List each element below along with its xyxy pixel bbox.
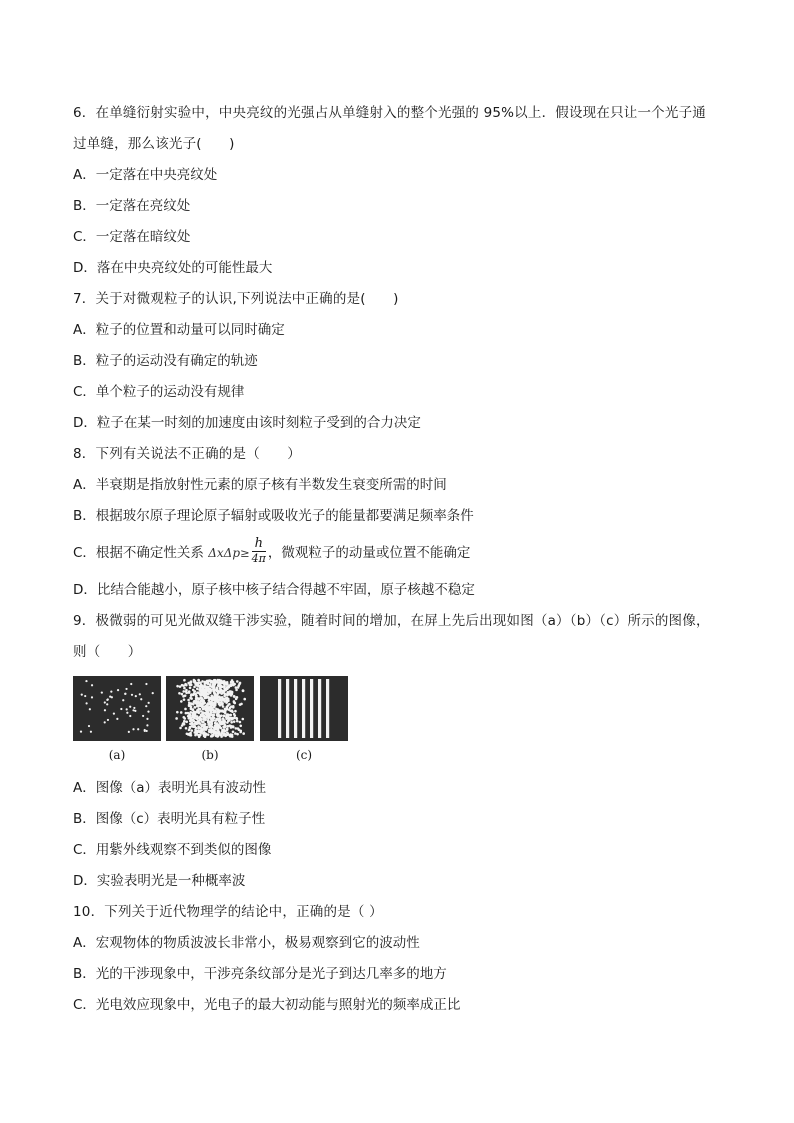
question-6-stem-line-1: 6．在单缝衍射实验中，中央亮纹的光强占从单缝射入的整个光强的 95%以上．假设现在只让一个光子通 (73, 105, 706, 121)
photon-dot (229, 714, 232, 717)
formula-left: ΔxΔp (208, 546, 240, 560)
photon-dot (182, 695, 185, 698)
photon-dot (146, 718, 148, 720)
photon-dot (223, 685, 226, 688)
photon-dot (213, 711, 216, 714)
photon-dot (208, 726, 211, 729)
photon-dot (226, 694, 229, 697)
photon-dot (223, 729, 226, 732)
photon-dot (200, 696, 203, 699)
photon-dot (194, 713, 197, 716)
photon-dot (211, 735, 214, 738)
bright-fringe (294, 679, 297, 738)
photon-dot (226, 697, 229, 700)
photon-dot (224, 726, 227, 729)
photon-dot (222, 717, 225, 720)
photon-dot (202, 715, 205, 718)
photon-dot (125, 688, 127, 690)
photon-dot (232, 705, 235, 708)
question-10-option-b: B．光的干涉现象中，干涉亮条纹部分是光子到达几率多的地方 (73, 966, 447, 982)
photon-dot (180, 700, 183, 703)
photon-dot (181, 724, 184, 727)
uncertainty-formula (208, 546, 249, 560)
photon-dot (131, 694, 133, 696)
photon-dot (214, 727, 217, 730)
photon-dot (239, 731, 242, 734)
photon-dot (185, 712, 188, 715)
photon-dot (231, 679, 234, 682)
photon-dot (202, 711, 205, 714)
photon-dot (216, 688, 219, 691)
photon-dot (188, 701, 191, 704)
photon-dot (220, 703, 223, 706)
photon-dot (144, 730, 146, 732)
photon-dot (232, 730, 235, 733)
photon-dot (180, 711, 183, 714)
photon-dot (85, 680, 87, 682)
photon-dot (202, 702, 205, 705)
photon-dot (179, 685, 182, 688)
photon-dot (189, 687, 192, 690)
photon-dot (176, 685, 179, 688)
photon-dot (188, 691, 191, 694)
photon-dot (106, 703, 108, 705)
bright-fringe (286, 679, 289, 738)
question-9-option-a: A．图像（a）表明光具有波动性 (73, 780, 267, 796)
photon-dot (213, 714, 216, 717)
photon-dot (201, 692, 204, 695)
photon-dot (220, 727, 223, 730)
photon-dot (205, 689, 208, 692)
photon-dot (218, 731, 221, 734)
question-7-option-b: B．粒子的运动没有确定的轨迹 (73, 353, 258, 369)
fraction-numerator: h (252, 537, 266, 552)
photon-dot (199, 681, 202, 684)
panel-a-sparse-dots (73, 676, 161, 741)
option-c-suffix: ，微观粒子的动量或位置不能确定 (267, 545, 471, 561)
photon-dot (183, 698, 186, 701)
photon-dot (182, 690, 185, 693)
photon-dot (209, 721, 212, 724)
panel-b-dense-dots (166, 676, 254, 741)
option-c-prefix: C．根据不确定性关系 (73, 545, 209, 561)
photon-dot (226, 733, 229, 736)
question-7-option-d: D．粒子在某一时刻的加速度由该时刻粒子受到的合力决定 (73, 415, 421, 431)
photon-dot (190, 694, 193, 697)
photon-dot (226, 691, 229, 694)
photon-dot (205, 728, 208, 731)
question-8-option-b: B．根据玻尔原子理论原子辐射或吸收光子的能量都要满足频率条件 (73, 508, 474, 524)
photon-dot (239, 682, 242, 685)
photon-dot (233, 720, 236, 723)
photon-dot (234, 732, 237, 735)
photon-dot (212, 705, 215, 708)
photon-dot (109, 695, 111, 697)
photon-dot (184, 683, 187, 686)
photon-dot (198, 727, 201, 730)
question-10-stem: 10．下列关于近代物理学的结论中，正确的是（ ） (73, 904, 383, 920)
photon-dot (197, 683, 200, 686)
photon-dot (214, 722, 217, 725)
photon-dot (132, 728, 134, 730)
photon-dot (223, 695, 226, 698)
question-9-option-b: B．图像（c）表明光具有粒子性 (73, 811, 266, 827)
photon-dot (91, 696, 93, 698)
photon-dot (226, 700, 229, 703)
photon-dot (132, 709, 134, 711)
photon-dot (237, 684, 240, 687)
photon-dot (226, 681, 229, 684)
bright-fringe (310, 679, 313, 738)
photon-dot (233, 683, 236, 686)
photon-dot (192, 714, 195, 717)
photon-dot (211, 725, 214, 728)
photon-dot (184, 708, 187, 711)
photon-dot (209, 705, 212, 708)
photon-dot (101, 691, 103, 693)
photon-dot (239, 725, 242, 728)
photon-dot (135, 695, 137, 697)
photon-dot (236, 696, 239, 699)
photon-dot (122, 699, 124, 701)
photon-dot (90, 731, 92, 733)
photon-dot (133, 707, 135, 709)
photon-dot (196, 711, 199, 714)
photon-dot (91, 684, 93, 686)
photon-dot (190, 729, 193, 732)
photon-dot (209, 698, 212, 701)
photon-dot (179, 727, 182, 730)
bright-fringe (302, 679, 305, 738)
photon-dot (80, 731, 82, 733)
question-6-option-c: C．一定落在暗纹处 (73, 229, 191, 245)
photon-dot (193, 693, 196, 696)
photon-dot (194, 681, 197, 684)
photon-dot (235, 686, 238, 689)
photon-dot (236, 720, 239, 723)
photon-dot (234, 710, 237, 713)
photon-dot (113, 713, 115, 715)
photon-dot (120, 708, 122, 710)
photon-dot (207, 719, 210, 722)
photon-dot (216, 712, 219, 715)
question-6-option-d: D．落在中央亮纹处的可能性最大 (73, 260, 273, 276)
photon-dot (192, 719, 195, 722)
photon-dot (129, 715, 131, 717)
photon-dot (142, 715, 144, 717)
h-over-4pi-fraction (252, 537, 266, 565)
question-8-option-c (73, 536, 470, 570)
photon-dot (191, 723, 194, 726)
photon-dot (228, 708, 231, 711)
photon-dot (190, 734, 193, 737)
photon-dot (236, 680, 239, 683)
question-9-stem-line-1: 9．极微弱的可见光做双缝干涉实验，随着时间的增加，在屏上先后出现如图（a）（b）（c）所示的图像， (73, 613, 710, 629)
photon-dot (189, 727, 192, 730)
photon-dot (208, 679, 211, 682)
photon-dot (129, 706, 131, 708)
photon-dot (88, 725, 90, 727)
photon-dot (193, 686, 196, 689)
photon-dot (209, 688, 212, 691)
photon-dot (193, 679, 196, 682)
photon-dot (204, 712, 207, 715)
photon-dot (189, 732, 192, 735)
photon-dot (104, 709, 106, 711)
photon-dot (230, 721, 233, 724)
photon-dot (183, 679, 186, 682)
photon-dot (235, 689, 238, 692)
bright-fringe (278, 679, 281, 738)
photon-dot (226, 687, 229, 690)
photon-dot (195, 733, 198, 736)
question-7-option-a: A．粒子的位置和动量可以同时确定 (73, 322, 285, 338)
photon-dot (241, 718, 244, 721)
photon-dot (222, 734, 225, 737)
question-8-stem: 8．下列有关说法不正确的是（ ） (73, 446, 301, 462)
photon-dot (209, 685, 212, 688)
photon-dot (197, 716, 200, 719)
photon-dot (214, 702, 217, 705)
photon-dot (228, 719, 231, 722)
photon-dot (185, 727, 188, 730)
photon-dot (197, 708, 200, 711)
photon-dot (213, 683, 216, 686)
question-8-option-d: D．比结合能越小，原子核中核子结合得越不牢固，原子核越不稳定 (73, 582, 475, 598)
photon-dot (229, 725, 232, 728)
photon-dot (226, 729, 229, 732)
photon-dot (226, 713, 229, 716)
photon-dot (223, 697, 226, 700)
photon-dot (205, 694, 208, 697)
question-8-option-a: A．半衰期是指放射性元素的原子核有半数发生衰变所需的时间 (73, 477, 447, 493)
photon-dot (221, 721, 224, 724)
question-10-option-a: A．宏观物体的物质波波长非常小，极易观察到它的波动性 (73, 935, 420, 951)
photon-dot (194, 706, 197, 709)
geq-symbol: ≥ (240, 546, 250, 560)
photon-dot (202, 708, 205, 711)
photon-dot (176, 711, 179, 714)
photon-dot (134, 710, 136, 712)
photon-dot (213, 686, 216, 689)
photon-dot (126, 708, 128, 710)
photon-dot (85, 702, 87, 704)
photon-dot (206, 708, 209, 711)
photon-dot (197, 679, 200, 682)
photon-dot (220, 710, 223, 713)
photon-dot (104, 701, 106, 703)
panel-c-fringes (260, 676, 348, 741)
photon-dot (233, 695, 236, 698)
photon-dot (218, 696, 221, 699)
photon-dot (81, 694, 83, 696)
photon-dot (213, 690, 216, 693)
photon-dot (139, 693, 141, 695)
photon-dot (195, 721, 198, 724)
photon-dot (194, 729, 197, 732)
photon-dot (190, 706, 193, 709)
photon-dot (89, 708, 91, 710)
photon-dot (203, 724, 206, 727)
photon-dot (228, 734, 231, 737)
photon-dot (220, 689, 223, 692)
photon-dot (104, 721, 106, 723)
photon-dot (208, 690, 211, 693)
photon-dot (239, 703, 242, 706)
question-7-stem: 7．关于对微观粒子的认识,下列说法中正确的是( ) (73, 291, 399, 307)
photon-dot (107, 719, 109, 721)
photon-dot (232, 726, 235, 729)
photon-dot (110, 691, 112, 693)
photon-dot (217, 681, 220, 684)
photon-dot (175, 717, 178, 720)
photon-dot (128, 731, 130, 733)
photon-dot (187, 699, 190, 702)
photon-dot (237, 727, 240, 730)
photon-dot (152, 692, 154, 694)
photon-dot (189, 684, 192, 687)
photon-dot (147, 711, 149, 713)
photon-dot (186, 732, 189, 735)
photon-dot (215, 734, 218, 737)
photon-dot (233, 713, 236, 716)
photon-dot (231, 710, 234, 713)
question-9-option-d: D．实验表明光是一种概率波 (73, 873, 246, 889)
photon-dot (192, 708, 195, 711)
photon-dot (230, 717, 233, 720)
photon-dot (199, 688, 202, 691)
photon-dot (106, 699, 108, 701)
question-7-option-c: C．单个粒子的运动没有规律 (73, 384, 245, 400)
photon-dot (196, 702, 199, 705)
photon-dot (223, 680, 226, 683)
photon-dot (195, 698, 198, 701)
photon-dot (222, 705, 225, 708)
photon-dot (202, 705, 205, 708)
question-10-option-c: C．光电效应现象中，光电子的最大初动能与照射光的频率成正比 (73, 997, 461, 1013)
photon-dot (145, 705, 147, 707)
photon-dot (203, 717, 206, 720)
photon-dot (198, 685, 201, 688)
photon-dot (235, 717, 238, 720)
photon-dot (223, 715, 226, 718)
photon-dot (215, 718, 218, 721)
photon-dot (214, 694, 217, 697)
photon-dot (146, 730, 148, 732)
photon-dot (140, 698, 142, 700)
photon-dot (219, 718, 222, 721)
photon-dot (242, 689, 245, 692)
photon-dot (203, 735, 206, 738)
photon-dot (226, 721, 229, 724)
photon-dot (204, 682, 207, 685)
photon-dot (190, 680, 193, 683)
photon-dot (213, 732, 216, 735)
photon-dot (146, 724, 148, 726)
photon-dot (185, 689, 188, 692)
photon-dot (145, 683, 147, 685)
photon-dot (210, 709, 213, 712)
question-9-stem-line-2: 则（ ） (73, 644, 142, 660)
photon-dot (189, 718, 192, 721)
photon-dot (236, 733, 239, 736)
photon-dot (211, 699, 214, 702)
photon-dot (201, 729, 204, 732)
photon-dot (229, 690, 232, 693)
photon-dot (178, 692, 181, 695)
photon-dot (196, 705, 199, 708)
caption-b: (b) (201, 748, 219, 762)
caption-c: (c) (295, 748, 313, 762)
photon-dot (208, 728, 211, 731)
photon-dot (205, 704, 208, 707)
photon-dot (117, 689, 119, 691)
photon-dot (210, 702, 213, 705)
photon-dot (213, 679, 216, 682)
photon-dot (217, 715, 220, 718)
question-9-option-c: C．用紫外线观察不到类似的图像 (73, 842, 272, 858)
photon-dot (200, 713, 203, 716)
photon-dot (190, 697, 193, 700)
photon-dot (202, 686, 205, 689)
photon-dot (137, 728, 139, 730)
photon-dot (224, 709, 227, 712)
photon-dot (221, 696, 224, 699)
photon-dot (148, 702, 150, 704)
photon-dot (198, 735, 201, 738)
photon-dot (84, 695, 86, 697)
photon-dot (200, 699, 203, 702)
photon-dot (183, 687, 186, 690)
photon-dot (182, 716, 185, 719)
photon-dot (181, 693, 184, 696)
photon-dot (208, 714, 211, 717)
photon-dot (124, 693, 126, 695)
bright-fringe (326, 679, 329, 738)
photon-dot (222, 691, 225, 694)
question-6-option-a: A．一定落在中央亮纹处 (73, 167, 218, 183)
question-6-stem-line-2: 过单缝，那么该光子( ) (73, 136, 235, 152)
fraction-denominator: 4π (251, 552, 266, 565)
photon-dot (185, 721, 188, 724)
bright-fringe (318, 679, 321, 738)
photon-dot (191, 712, 194, 715)
photon-dot (116, 718, 118, 720)
photon-dot (226, 725, 229, 728)
photon-dot (126, 712, 128, 714)
photon-dot (231, 693, 234, 696)
photon-dot (206, 686, 209, 689)
photon-dot (243, 698, 246, 701)
question-6-option-b: B．一定落在亮纹处 (73, 198, 191, 214)
photon-dot (216, 700, 219, 703)
photon-dot (196, 687, 199, 690)
photon-dot (192, 689, 195, 692)
caption-a: (a) (108, 748, 126, 762)
photon-dot (183, 720, 186, 723)
photon-dot (130, 683, 132, 685)
photon-dot (202, 721, 205, 724)
photon-dot (220, 714, 223, 717)
photon-dot (239, 721, 242, 724)
photon-dot (242, 732, 245, 735)
photon-dot (233, 700, 236, 703)
